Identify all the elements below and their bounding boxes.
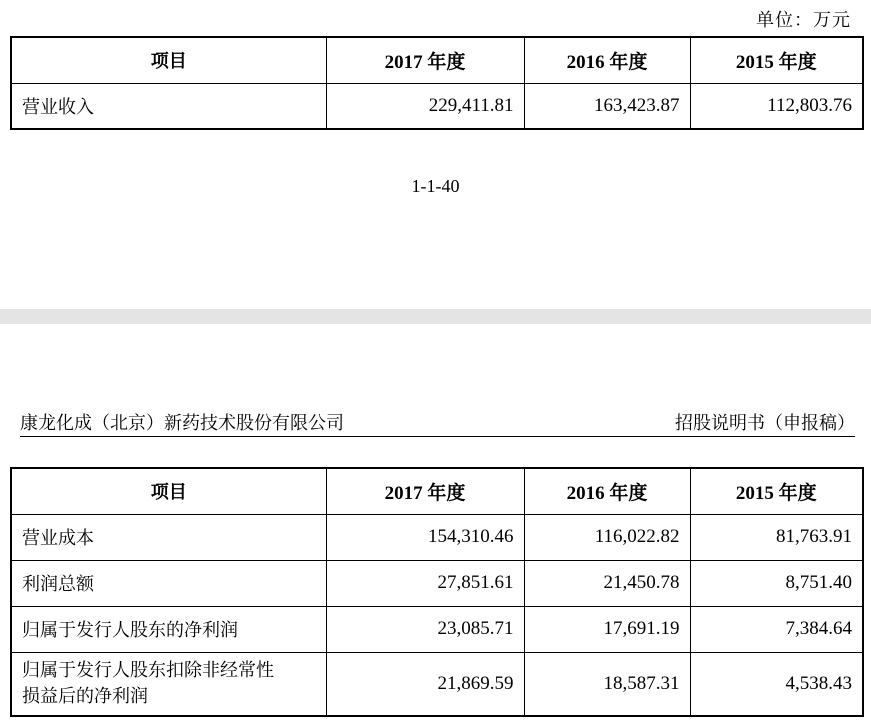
cell-2015: 4,538.43: [690, 652, 863, 716]
cell-2015: 7,384.64: [690, 606, 863, 652]
cell-2015: 112,803.76: [690, 83, 863, 129]
table-row: [11, 652, 863, 716]
row-label: 营业收入: [11, 83, 326, 129]
row-label: 归属于发行人股东的净利润: [11, 606, 326, 652]
cell-2017: 154,310.46: [326, 514, 524, 560]
row-label: [11, 652, 326, 716]
financial-summary-table: [10, 467, 864, 717]
column-header-2015: 2015 年度: [690, 37, 863, 83]
cell-2016: 17,691.19: [524, 606, 690, 652]
table-row: [11, 560, 863, 606]
company-name: 康龙化成（北京）新药技术股份有限公司: [20, 413, 344, 434]
page-number: 1-1-40: [411, 176, 460, 196]
row-label: 利润总额: [11, 560, 326, 606]
column-header-2016: 2016 年度: [524, 468, 690, 514]
table-header-row: [11, 468, 863, 514]
column-header-2015: 2015 年度: [690, 468, 863, 514]
document-title: 招股说明书（申报稿）: [675, 413, 855, 434]
page-separator: [0, 309, 871, 324]
table-row: [11, 606, 863, 652]
row-label-line2: 损益后的净利润: [22, 685, 148, 707]
cell-2017: 23,085.71: [326, 606, 524, 652]
cell-2017: 27,851.61: [326, 560, 524, 606]
cell-2016: 163,423.87: [524, 83, 690, 129]
column-header-2017: 2017 年度: [326, 37, 524, 83]
table-row: [11, 514, 863, 560]
cell-2017: 21,869.59: [326, 652, 524, 716]
cell-2016: 18,587.31: [524, 652, 690, 716]
row-label-line1: 归属于发行人股东扣除非经常性: [22, 659, 274, 681]
revenue-table: [10, 36, 864, 130]
page-header: [20, 409, 855, 437]
column-header-2017: 2017 年度: [326, 468, 524, 514]
cell-2016: 116,022.82: [524, 514, 690, 560]
cell-2017: 229,411.81: [326, 83, 524, 129]
column-header-item: 项目: [11, 468, 326, 514]
cell-2016: 21,450.78: [524, 560, 690, 606]
table-row: [11, 83, 863, 129]
column-header-2016: 2016 年度: [524, 37, 690, 83]
cell-2015: 81,763.91: [690, 514, 863, 560]
table-header-row: [11, 37, 863, 83]
unit-label: 单位：万元: [756, 10, 851, 31]
column-header-item: 项目: [11, 37, 326, 83]
row-label: 营业成本: [11, 514, 326, 560]
cell-2015: 8,751.40: [690, 560, 863, 606]
